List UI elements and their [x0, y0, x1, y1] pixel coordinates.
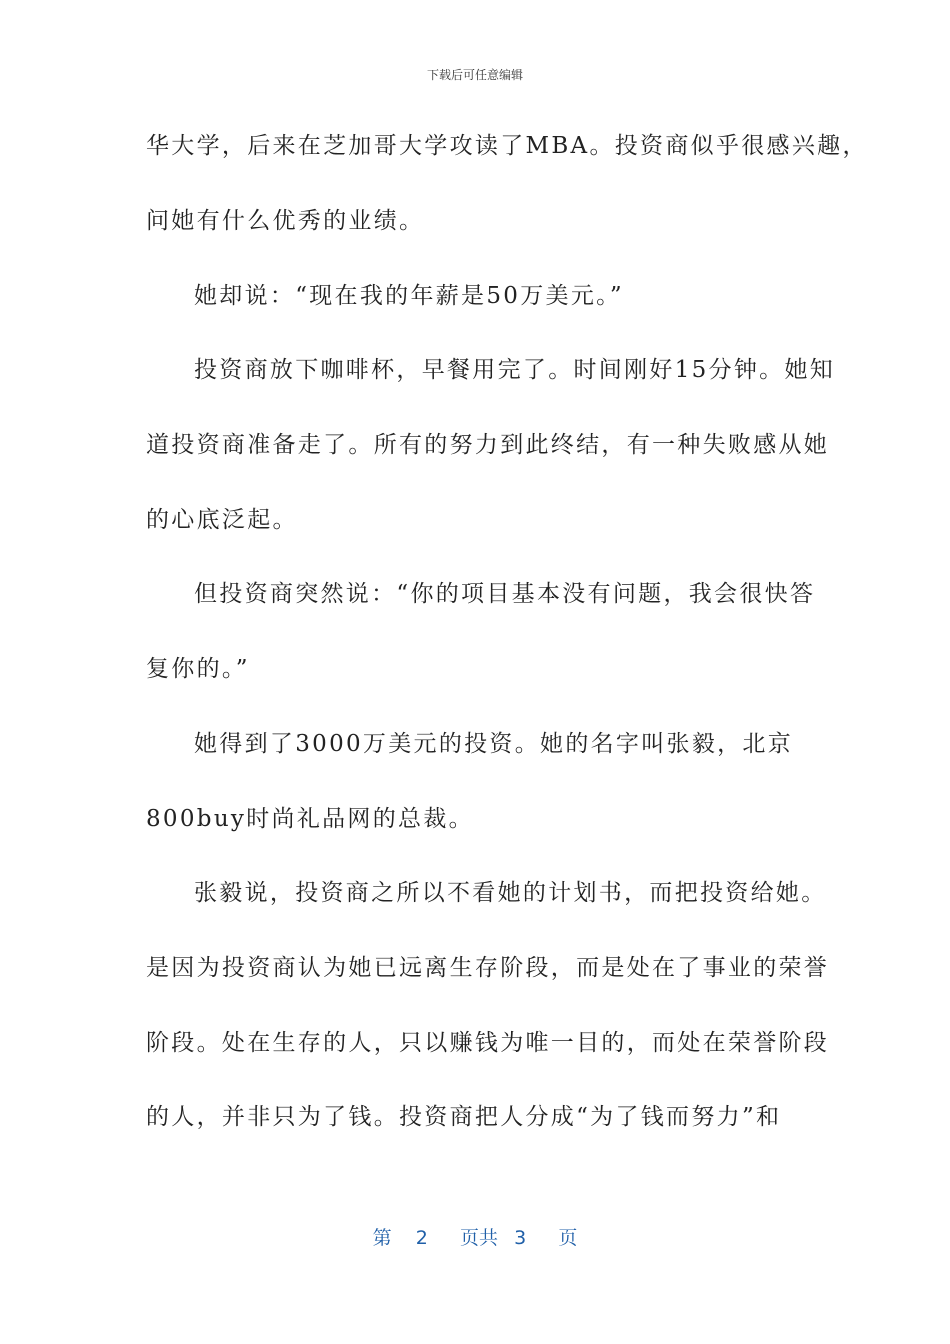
- footer-prefix: 第: [372, 1227, 392, 1249]
- text-line-2: 问她有什么优秀的业绩。: [146, 208, 425, 234]
- text-line-1: 华大学，后来在芝加哥大学攻读了MBA。投资商似乎很感兴趣，: [146, 133, 868, 159]
- text-line-6: 的心底泛起。: [146, 507, 298, 533]
- text-line-11: 张毅说，投资商之所以不看她的计划书，而把投资给她。: [194, 880, 827, 906]
- text-line-3: 她却说：“现在我的年薪是50万美元。”: [194, 283, 624, 309]
- page-footer: [0, 1225, 950, 1251]
- footer-total-pages: 3: [514, 1227, 527, 1249]
- text-line-8: 复你的。”: [146, 656, 250, 682]
- footer-suffix: 页: [558, 1227, 578, 1249]
- text-line-5: 道投资商准备走了。所有的努力到此终结，有一种失败感从她: [146, 432, 830, 458]
- text-line-10: 800buy时尚礼品网的总裁。: [146, 806, 474, 832]
- text-line-12: 是因为投资商认为她已远离生存阶段，而是处在了事业的荣誉: [146, 955, 830, 981]
- text-line-4: 投资商放下咖啡杯，早餐用完了。时间刚好15分钟。她知: [194, 357, 836, 383]
- text-line-9: 她得到了3000万美元的投资。她的名字叫张毅，北京: [194, 731, 794, 757]
- footer-middle: 页共: [460, 1227, 499, 1249]
- text-line-7: 但投资商突然说：“你的项目基本没有问题，我会很快答: [194, 581, 816, 607]
- footer-page-number: 2: [415, 1227, 428, 1249]
- header-note: 下载后可任意编辑: [426, 68, 523, 82]
- text-line-13: 阶段。处在生存的人，只以赚钱为唯一目的，而处在荣誉阶段: [146, 1030, 830, 1056]
- text-line-14: 的人，并非只为了钱。投资商把人分成“为了钱而努力”和: [146, 1104, 782, 1130]
